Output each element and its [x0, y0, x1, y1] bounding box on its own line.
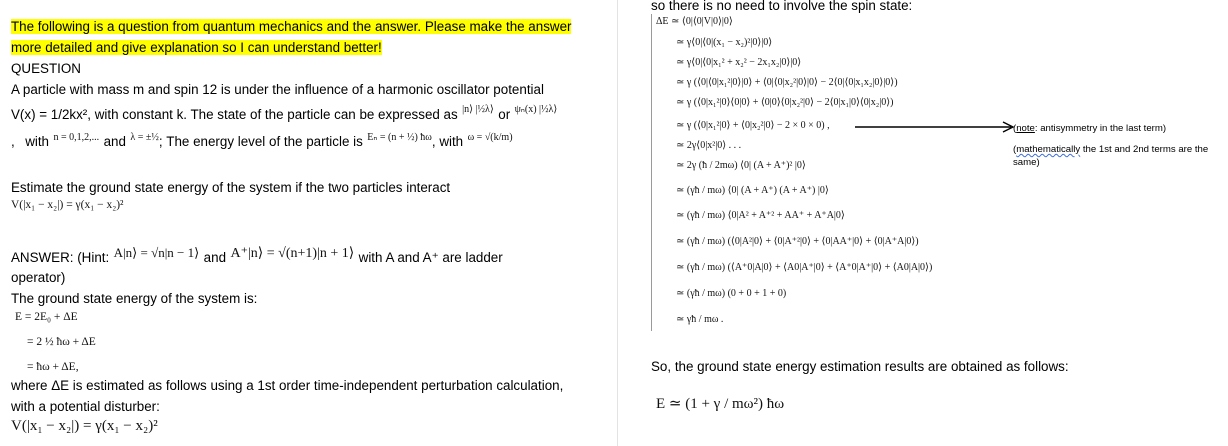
estimate-text: Estimate the ground state energy of the system if the two particles interact — [11, 180, 451, 195]
derivation-line: ≃ (γħ / mω) (0 + 0 + 1 + 0) — [676, 288, 787, 299]
question-line-3: $_,$ $_{with}$ n = 0,1,2,... $_{and}$ $\lambda = \pm\frac{1}{2}_{; The energy level of the particle is}$ Eₙ = (n + ½) $ħ\omega_{, with}$ ω = √(k/m) — [11, 132, 513, 149]
ground-eq-2: = 2 ½ ħω + ΔE — [27, 336, 96, 348]
note-mathematically-cont: same) — [1013, 157, 1040, 168]
derivation-line: ≃ (γħ / mω) ⟨0| (A + A⁺) (A + A⁺) |0⟩ — [676, 185, 829, 196]
derivation-line: ≃ γ (⟨0|x₁²|0⟩ + ⟨0|x₂²|0⟩ − 2 × 0 × 0) , — [676, 120, 830, 131]
derivation-line: ≃ γħ / mω . — [676, 314, 724, 325]
where-line-2: with a potential disturber: — [11, 399, 160, 414]
derivation-line: ≃ γ⟨0|⟨0|x₁² + x₂² − 2x₁x₂|0⟩|0⟩ — [676, 57, 802, 68]
column-divider — [617, 0, 618, 446]
ground-eq-3: = ħω + ΔE, — [27, 361, 79, 373]
derivation-line: ≃ (γħ / mω) (⟨0|A²|0⟩ + ⟨0|A⁺²|0⟩ + ⟨0|AA⁺|0⟩ + ⟨0|A⁺A|0⟩) — [676, 236, 919, 247]
bottom-potential-math: V(|x₁ − x₂|) = γ(x₁ − x₂)² — [11, 418, 158, 434]
estimate-math: V(|x₁ − x₂|) = γ(x₁ − x₂)² — [11, 199, 124, 211]
note-antisymmetry: (note: antisymmetry in the last term) — [1013, 123, 1167, 134]
note-mathematically: (mathematically the 1st and 2nd terms are the — [1013, 144, 1209, 155]
conclusion-text: So, the ground state energy estimation results are obtained as follows: — [651, 359, 1069, 374]
ground-eq-1: E = 2E₀ + ΔE — [15, 311, 78, 323]
final-equation: E ≃ (1 + γ / mω²) ħω — [656, 396, 785, 412]
derivation-line: ≃ γ (⟨0|x₁²|0⟩⟨0|0⟩ + ⟨0|0⟩⟨0|x₂²|0⟩ − 2⟨0|x₁|0⟩⟨0|x₂|0⟩) — [676, 97, 894, 108]
question-heading: QUESTION — [11, 61, 81, 76]
derivation-line: ≃ (γħ / mω) ⟨0|A² + A⁺² + AA⁺ + A⁺A|0⟩ — [676, 210, 845, 221]
derivation-line: ≃ (γħ / mω) (⟨A⁺0|A|0⟩ + ⟨A0|A⁺|0⟩ + ⟨A⁺0|A⁺|0⟩ + ⟨A0|A|0⟩) — [676, 262, 933, 273]
answer-line-1: $_{ANSWER: (Hint:}$ A|n⟩ = √n|n − 1⟩ $_{and}$ A⁺|n⟩ = √(n+1)|n + 1⟩ $_{with A and A^+ are ladder}$ — [11, 245, 503, 265]
where-line-1: where ΔE is estimated as follows using a 1st order time-independent perturbation calculation, — [11, 378, 564, 393]
arrow-icon — [853, 120, 1021, 134]
derivation-line: ≃ 2γ⟨0|x²|0⟩ . . . — [676, 140, 742, 151]
intro-line-2: more detailed and give explanation so I can understand better! — [11, 40, 382, 55]
derivation-line: ≃ γ⟨0|⟨0|(x₁ − x₂)²|0⟩|0⟩ — [676, 37, 773, 48]
ground-state-text: The ground state energy of the system is: — [11, 291, 258, 306]
intro-line-1: The following is a question from quantum mechanics and the answer. Please make the answer — [11, 19, 572, 34]
derivation-line: ΔE ≃ ⟨0|⟨0|V|0⟩|0⟩ — [656, 16, 733, 27]
answer-line-2: operator) — [11, 270, 66, 285]
derivation-line: ≃ γ (⟨0|⟨0|x₁²|0⟩|0⟩ + ⟨0|⟨0|x₂²|0⟩|0⟩ − 2⟨0|⟨0|x₁x₂|0⟩|0⟩) — [676, 77, 898, 88]
question-line-2: $_{V(x) = 1/2kx^2, with constant k. The state of the particle can be expressed as}$ |n⟩ |½λ⟩ $_{or}$ ψₙ(x) |½λ⟩ — [11, 104, 558, 122]
spin-state-text: so there is no need to involve the spin state: — [651, 0, 913, 13]
question-line-1: A particle with mass m and spin 12 is under the influence of a harmonic oscillator potential — [11, 82, 544, 97]
derivation-margin-line — [651, 14, 652, 331]
derivation-line: ≃ 2γ (ħ / 2mω) ⟨0| (A + A⁺)² |0⟩ — [676, 160, 806, 171]
